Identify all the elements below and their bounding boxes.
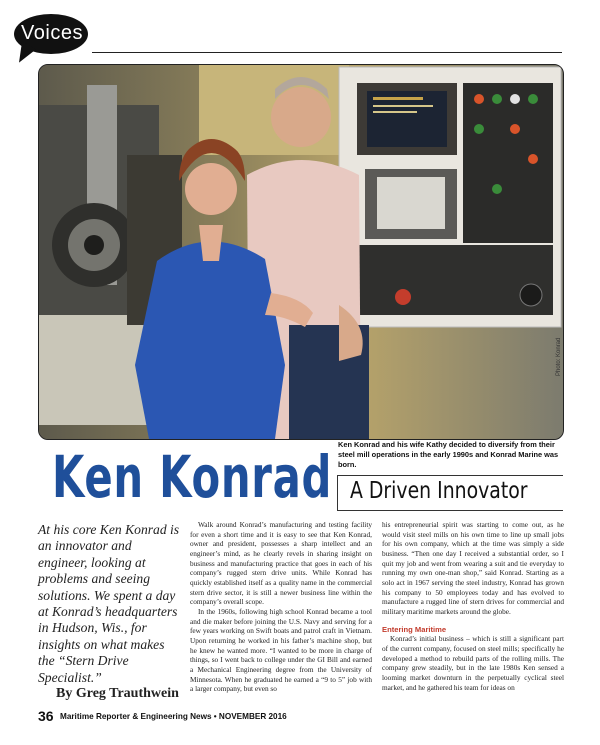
paragraph: In the 1960s, following high school Konrad became a tool and die maker before joining the U.S. Navy and serving for a few years working on Swift boats and patrol craft in Vietnam. Upon returning he worked in his father’s machine shop, but he knew he wanted more. “I wanted to be more in charge of things, so I went back to college under the GI Bill and earned a Mechanical Engineering degree from the University of Minnesota. When he graduated he earned a “9 to 5” job with a larger company, but even so	[190, 606, 372, 694]
paragraph: Walk around Konrad’s manufacturing and testing facility for even a short time and it is easy to see that Ken Konrad, owner and president, possesses a sharp intellect and an engineer’s mind, as he clearly revels in sharing insight on business and manufacturing practice that goes in each of his company’s rugged stern drive units. While Konrad has quickly established itself as a quality name in the commercial stern drive sector, it is still a newer business line within the company’s overall scope.	[190, 520, 372, 607]
article-subtitle: A Driven Innovator	[350, 478, 528, 504]
section-label: Voices	[21, 22, 83, 44]
feature-photo	[38, 64, 564, 440]
article-title: Ken Konrad	[52, 443, 333, 511]
section-subhead: Entering Maritime	[382, 624, 447, 634]
page-number: 36	[38, 708, 54, 724]
paragraph: Konrad’s initial business – which is still a significant part of the current company, focused on steel mills; specifically he developed a method to rebuild parts of the rolling mills. The company grew steadily, but in the late 1980s Ken sensed a looming market downturn in the perpetually cyclical steel market, and he gathered his team for ideas on	[382, 634, 564, 692]
header-rule	[92, 52, 562, 53]
photo-caption: Ken Konrad and his wife Kathy decided to diversify from their steel mill operations in the early 1990s and Konrad Marine was born.	[338, 440, 559, 469]
standfirst: At his core Ken Konrad is an innovator and engineer, looking at problems and seeing solutions. We spent a day at Konrad’s headquarters in Hudson, Wis., for insights on what makes the “Stern Drive Specialist.”	[38, 522, 180, 685]
article-column-2	[382, 520, 564, 692]
article-column-1	[190, 520, 372, 694]
byline: By Greg Trauthwein	[56, 686, 179, 701]
publication-footer: Maritime Reporter & Engineering News • NOVEMBER 2016	[60, 712, 287, 721]
photo-credit: Photo: Konrad	[556, 337, 562, 376]
photo-of-couple-with-cnc-machine-icon	[39, 65, 563, 439]
paragraph: his entrepreneurial spirit was starting to come out, as he would visit steel mills on his own time to line up small jobs for his own company, which at the time was simply a side business. “Then one day I received a substantial order, so I quit my job and went from wearing a suit and tie everyday to running my own one-man shop,” said Konrad. Starting as a solo act in 1967 serving the steel industry, Konrad has grown his company to 50 employees today and has evolved to manufacture a rugged line of stern drives for commercial and military maritime markets around the globe.	[382, 520, 564, 616]
